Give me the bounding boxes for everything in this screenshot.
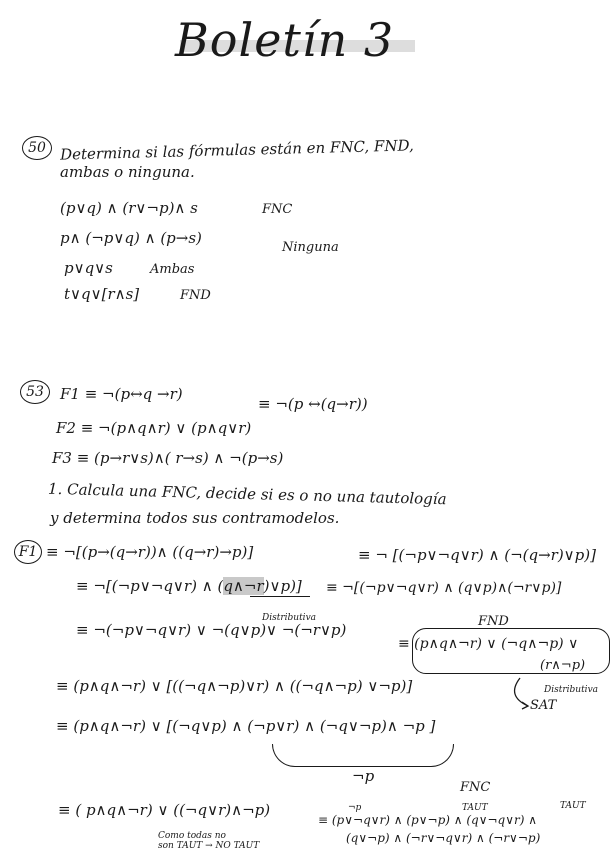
derivation-step5: ≡ (p∧q∧¬r) ∨ [(¬q∨p) ∧ (¬p∨r) ∧ (¬q∨¬p)∧ ¬p ] [56, 717, 436, 735]
ex53-f1: F1 ≡ ¬(p↔q →r) [60, 385, 183, 403]
sat-label: SAT [530, 698, 557, 713]
distributiva-label: Distributiva [262, 613, 317, 623]
distributiva-underline [250, 596, 310, 597]
brace-label: ¬p [352, 767, 375, 785]
ex50-statement-line2: ambas o ninguna. [60, 163, 195, 181]
label-taut-2: TAUT [560, 801, 586, 811]
ex50-answer-4: FND [180, 288, 211, 303]
ex50-answer-1: FNC [262, 202, 293, 217]
derivation-step2-right: ≡ ¬[(¬p∨¬q∨r) ∧ (q∨p)∧(¬r∨p)] [326, 580, 562, 596]
fnd-label: FND [478, 614, 509, 629]
ex50-formula-1: (p∨q) ∧ (r∨¬p)∧ s [60, 199, 198, 217]
step2-highlight: q∧¬r [223, 577, 264, 595]
neg-p-brace [272, 744, 454, 767]
exercise-number-53: 53 [20, 380, 50, 404]
note-line1: Como todas no [158, 831, 226, 841]
ex50-formula-4: t∨q∨[r∧s] [64, 285, 140, 303]
derivation-step3: ≡ ¬(¬p∨¬q∨r) ∨ ¬(q∨p)∨ ¬(¬r∨p) [76, 621, 347, 639]
ex50-formula-3: p∨q∨s [64, 259, 113, 277]
distributiva-label-2: Distributiva [544, 685, 599, 695]
ex50-answer-3: Ambas [150, 262, 195, 277]
derivation-step6-right-1: ≡ (p∨¬q∨r) ∧ (p∨¬p) ∧ (q∨¬q∨r) ∧ [318, 813, 538, 827]
label-taut-1: TAUT [462, 803, 488, 813]
derivation-step1-left: ≡ ¬[(p→(q→r))∧ ((q→r)→p)] [46, 543, 254, 561]
derivation-step3-right: ≡ (p∧q∧¬r) ∨ (¬q∧¬p) ∨ [398, 636, 579, 652]
note-line2: son TAUT → NO TAUT [158, 841, 260, 851]
exercise-number-50: 50 [22, 136, 52, 160]
ex53-task-line1: 1. Calcula una FNC, decide si es o no una tautología [47, 479, 447, 509]
fnc-label: FNC [460, 780, 491, 795]
page-title: Boletín 3 [175, 13, 395, 67]
derivation-label-f1: F1 [14, 540, 42, 564]
derivation-step4: ≡ (p∧q∧¬r) ∨ [((¬q∧¬p)∨r) ∧ ((¬q∧¬p) ∨¬p)] [56, 677, 413, 695]
ex50-formula-2: p∧ (¬p∨q) ∧ (p→s) [60, 229, 202, 247]
ex50-answer-2: Ninguna [282, 240, 339, 255]
label-not-p: ¬p [348, 803, 362, 813]
ex53-task-line2: y determina todos sus contramodelos. [50, 509, 340, 527]
ex53-f2: F2 ≡ ¬(p∧q∧r) ∨ (p∧q∨r) [56, 419, 252, 437]
derivation-step1-right: ≡ ¬ [(¬p∨¬q∨r) ∧ (¬(q→r)∨p)] [358, 546, 596, 564]
ex50-statement-line1: Determina si las fórmulas están en FNC, FND, [59, 136, 414, 164]
derivation-step6: ≡ ( p∧q∧¬r) ∨ ((¬q∨r)∧¬p) [58, 801, 271, 819]
derivation-step3-right-2: (r∧¬p) [540, 658, 586, 673]
ex53-f3: F3 ≡ (p→r∨s)∧( r→s) ∧ ¬(p→s) [52, 449, 284, 467]
derivation-step6-right-2: (q∨¬p) ∧ (¬r∨¬q∨r) ∧ (¬r∨¬p) [346, 831, 541, 845]
derivation-step2-left: ≡ ¬[(¬p∨¬q∨r) ∧ (q∧¬r)∨p)] [76, 577, 302, 595]
ex53-f1-equiv: ≡ ¬(p ↔(q→r)) [258, 395, 368, 413]
